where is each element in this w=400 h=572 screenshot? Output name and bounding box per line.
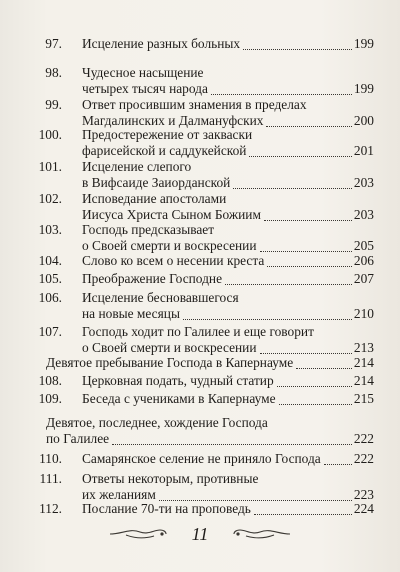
entry-title-text: Чудесное насыщение [82,65,204,80]
toc-entry-line [0,306,400,322]
toc-entry-line [0,222,400,238]
page-reference: 224 [353,501,374,516]
entry-number: 105. [38,271,62,286]
toc-entry-line [0,97,400,113]
page-reference: 201 [353,143,374,158]
toc-entry-line [0,191,400,207]
entry-number: 99. [45,97,62,112]
entry-title-text: их желаниям [82,487,156,502]
page-reference: 210 [353,306,374,321]
entry-title-text: Исцеление разных больных [82,36,241,51]
dot-leader [211,82,352,95]
entry-number: 97. [45,36,62,51]
dot-leader [233,176,352,189]
toc-entry-line [0,501,400,517]
entry-number: 110. [39,451,62,466]
dot-leader [183,307,352,320]
section-title-text: Девятое пребывание Господа в Капернауме [46,355,294,370]
entry-title-text: Церковная подать, чудный статир [82,373,274,388]
entry-title-text: на новые месяцы [82,306,180,321]
page-footer [0,524,400,554]
entry-number: 103. [38,222,62,237]
page-reference: 199 [353,36,374,51]
entry-title-text: Господь предсказывает [82,222,215,237]
toc-entry-line [0,238,400,254]
entry-number: 104. [38,253,62,268]
entry-number: 107. [38,324,62,339]
page-reference: 213 [353,340,374,355]
entry-title-text: Господь ходит по Галилее и еще говорит [82,324,314,339]
dot-leader [266,114,351,127]
entry-number: 101. [38,159,62,174]
entry-number: 100. [38,127,62,142]
dot-leader [279,392,352,405]
toc-entry-line [0,65,400,81]
section-title-text: Девятое, последнее, хождение Господа [46,415,268,430]
page-reference: 215 [353,391,374,406]
entry-title-text: Слово ко всем о несении креста [82,253,265,268]
entry-title-text: Исцеление бесновавшегося [82,290,239,305]
dot-leader [260,341,352,354]
entry-number: 109. [38,391,62,406]
entry-number: 108. [38,373,62,388]
right-ornament-icon [232,524,292,544]
toc-entry-line [0,391,400,407]
entry-title-text: Исповедание апостолами [82,191,227,206]
page-reference: 203 [353,207,374,222]
page-reference: 214 [353,373,374,388]
page-reference: 223 [353,487,374,502]
page-reference: 206 [353,253,374,268]
toc-entry-line [0,471,400,487]
toc-entry-line [0,207,400,223]
entry-number: 106. [38,290,62,305]
toc-entry-line [0,175,400,191]
toc-entry-line [0,431,400,447]
toc-entry-line [0,271,400,287]
entry-title-text: Ответ просившим знамения в пределах [82,97,307,112]
toc-entry-line [0,159,400,175]
entry-title-text: Беседа с учениками в Капернауме [82,391,276,406]
entry-title-text: о Своей смерти и воскресении [82,340,257,355]
entry-title-text: Магдалинских и Далмануфских [82,113,264,128]
toc-entry-line [0,253,400,269]
dot-leader [254,502,352,515]
left-ornament-icon [108,524,168,544]
dot-leader [225,272,352,285]
entry-title-text: Самарянское селение не приняло Господа [82,451,321,466]
toc-entry-line [0,340,400,356]
dot-leader [260,239,352,252]
toc-entry-line [0,290,400,306]
page-reference: 207 [353,271,374,286]
toc-entry-line [0,143,400,159]
page-number: 11 [191,524,209,544]
entry-title-text: четырех тысяч народа [82,81,208,96]
page-reference: 205 [353,238,374,253]
entry-title-text: о Своей смерти и воскресении [82,238,257,253]
dot-leader [267,254,352,267]
page-reference: 200 [353,113,374,128]
section-title-text: по Галилее [46,431,110,446]
toc-entry-line [0,355,400,371]
entry-number: 112. [39,501,62,516]
toc-entry-line [0,324,400,340]
entry-title-text: Преображение Господне [82,271,223,286]
entry-title-text: Послание 70-ти на проповедь [82,501,251,516]
page-reference: 214 [353,355,374,370]
dot-leader [277,374,352,387]
toc-entry-line [0,81,400,97]
toc-entry-line [0,373,400,389]
entry-number: 111. [39,471,62,486]
entry-title-text: Предостережение от закваски [82,127,253,142]
page-reference: 222 [353,451,374,466]
entry-title-text: в Вифсаиде Заиорданской [82,175,231,190]
dot-leader [264,208,352,221]
dot-leader [249,144,351,157]
page-reference: 199 [353,81,374,96]
entry-title-text: Ответы некоторым, противные [82,471,259,486]
toc-entry-line [0,36,400,52]
dot-leader [159,488,352,501]
toc-entry-line [0,451,400,467]
page-reference: 222 [353,431,374,446]
page-reference: 203 [353,175,374,190]
toc-entry-line [0,127,400,143]
entry-number: 98. [45,65,62,80]
entry-number: 102. [38,191,62,206]
dot-leader [243,37,352,50]
entry-title-text: Иисуса Христа Сыном Божиим [82,207,261,222]
entry-title-text: фарисейской и саддукейской [82,143,247,158]
entry-title-text: Исцеление слепого [82,159,192,174]
dot-leader [112,432,352,445]
toc-entry-line [0,415,400,431]
